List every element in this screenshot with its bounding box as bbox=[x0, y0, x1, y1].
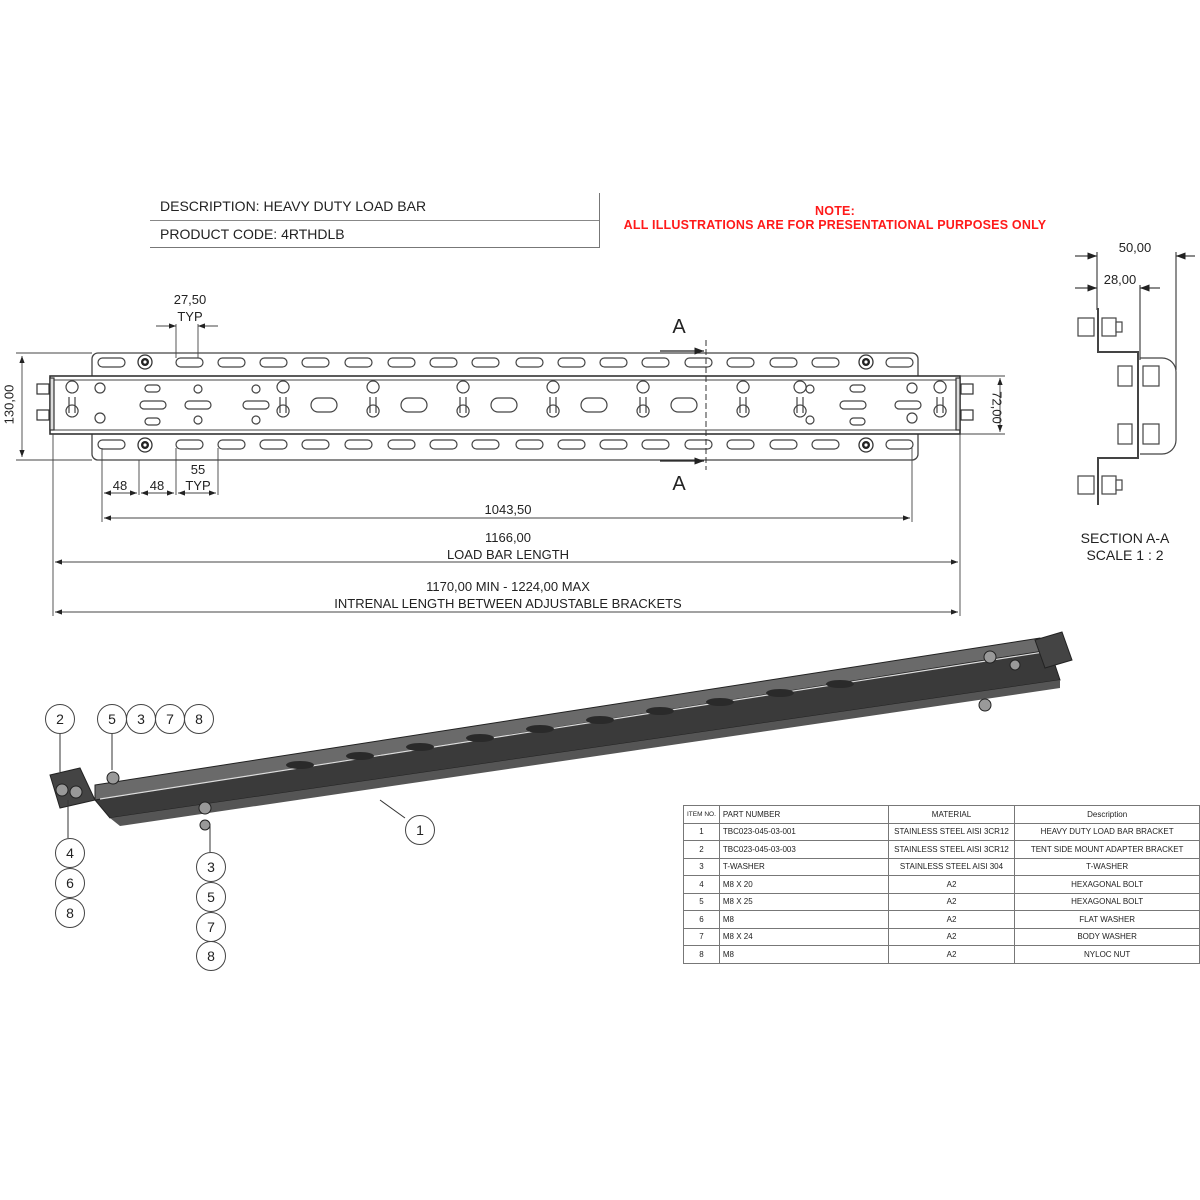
dim-internal-length-label: INTRENAL LENGTH BETWEEN ADJUSTABLE BRACKETS bbox=[334, 596, 682, 611]
bom-row bbox=[684, 893, 1200, 911]
dim-slot-pitch-note: TYP bbox=[185, 478, 211, 493]
dim-slot-pitch: 55 bbox=[190, 462, 206, 477]
balloon-item: 8 bbox=[55, 898, 85, 928]
bill-of-materials-table bbox=[683, 805, 1200, 964]
bom-description: HEAVY DUTY LOAD BAR BRACKET bbox=[1015, 823, 1200, 841]
balloon-item: 2 bbox=[45, 704, 75, 734]
bom-header-description: Description bbox=[1015, 806, 1200, 824]
bom-row bbox=[684, 823, 1200, 841]
bom-row bbox=[684, 858, 1200, 876]
section-a-a-view bbox=[1075, 252, 1195, 505]
bom-item-no: 5 bbox=[684, 893, 720, 911]
bom-description: TENT SIDE MOUNT ADAPTER BRACKET bbox=[1015, 841, 1200, 859]
balloon-item: 5 bbox=[196, 882, 226, 912]
bom-material: STAINLESS STEEL AISI 3CR12 bbox=[888, 841, 1015, 859]
balloon-item: 1 bbox=[405, 815, 435, 845]
bom-description: HEXAGONAL BOLT bbox=[1015, 876, 1200, 894]
section-label bbox=[1060, 530, 1190, 564]
note-text: ALL ILLUSTRATIONS ARE FOR PRESENTATIONAL PURPOSES ONLY bbox=[623, 218, 1047, 232]
bom-description: NYLOC NUT bbox=[1015, 946, 1200, 964]
dim-hole-span: 1043,50 bbox=[484, 502, 532, 517]
bom-row bbox=[684, 928, 1200, 946]
dim-bar-length: 1166,00 bbox=[484, 530, 532, 545]
bom-header-item: ITEM NO. bbox=[684, 806, 720, 824]
bom-material: A2 bbox=[888, 893, 1015, 911]
dim-bar-length-label: LOAD BAR LENGTH bbox=[446, 547, 570, 562]
dim-slot-length-note: TYP bbox=[177, 309, 203, 324]
bom-description: T-WASHER bbox=[1015, 858, 1200, 876]
bom-material: STAINLESS STEEL AISI 3CR12 bbox=[888, 823, 1015, 841]
section-marker-top: A bbox=[672, 316, 686, 338]
dim-overall-height: 130,00 bbox=[1, 384, 17, 425]
bom-material: A2 bbox=[888, 946, 1015, 964]
balloon-item: 5 bbox=[97, 704, 127, 734]
dim-inner-height: 72,00 bbox=[989, 391, 1005, 424]
load-bar-plan-view bbox=[37, 340, 973, 470]
bom-row bbox=[684, 841, 1200, 859]
bom-part-number: M8 X 20 bbox=[719, 876, 888, 894]
bom-part-number: M8 X 24 bbox=[719, 928, 888, 946]
bom-row bbox=[684, 876, 1200, 894]
bom-item-no: 6 bbox=[684, 911, 720, 929]
dim-spacing-b: 48 bbox=[149, 478, 165, 493]
bom-material: STAINLESS STEEL AISI 304 bbox=[888, 858, 1015, 876]
section-scale: SCALE 1 : 2 bbox=[1086, 547, 1164, 563]
balloon-item: 3 bbox=[196, 852, 226, 882]
bom-description: HEXAGONAL BOLT bbox=[1015, 893, 1200, 911]
bolt-icon bbox=[138, 355, 152, 369]
bom-part-number: M8 X 25 bbox=[719, 893, 888, 911]
balloon-item: 8 bbox=[196, 941, 226, 971]
bom-item-no: 8 bbox=[684, 946, 720, 964]
bom-header-material: MATERIAL bbox=[888, 806, 1015, 824]
bom-part-number: M8 bbox=[719, 946, 888, 964]
bom-row bbox=[684, 911, 1200, 929]
bom-material: A2 bbox=[888, 928, 1015, 946]
balloon-item: 8 bbox=[184, 704, 214, 734]
bom-item-no: 1 bbox=[684, 823, 720, 841]
product-code-field: PRODUCT CODE: 4RTHDLB bbox=[150, 220, 599, 248]
bom-row bbox=[684, 946, 1200, 964]
bom-material: A2 bbox=[888, 911, 1015, 929]
dim-slot-length: 27,50 bbox=[173, 292, 207, 307]
bom-part-number: T-WASHER bbox=[719, 858, 888, 876]
bom-description: BODY WASHER bbox=[1015, 928, 1200, 946]
bom-part-number: TBC023-045-03-003 bbox=[719, 841, 888, 859]
section-marker-bottom: A bbox=[672, 473, 686, 495]
dim-internal-length: 1170,00 MIN - 1224,00 MAX bbox=[426, 579, 590, 594]
bom-item-no: 2 bbox=[684, 841, 720, 859]
section-title: SECTION A-A bbox=[1080, 530, 1170, 546]
bom-description: FLAT WASHER bbox=[1015, 911, 1200, 929]
bom-part-number: M8 bbox=[719, 911, 888, 929]
description-field: DESCRIPTION: HEAVY DUTY LOAD BAR bbox=[160, 198, 427, 214]
bom-item-no: 7 bbox=[684, 928, 720, 946]
bom-item-no: 3 bbox=[684, 858, 720, 876]
balloon-item: 7 bbox=[196, 912, 226, 942]
bom-header-row bbox=[684, 806, 1200, 824]
dim-section-inner-width: 28,00 bbox=[1103, 272, 1137, 287]
balloon-item: 7 bbox=[155, 704, 185, 734]
dim-spacing-a: 48 bbox=[112, 478, 128, 493]
dim-section-outer-width: 50,00 bbox=[1118, 240, 1152, 255]
bom-part-number: TBC023-045-03-001 bbox=[719, 823, 888, 841]
note-heading: NOTE: bbox=[815, 204, 855, 218]
balloon-item: 6 bbox=[55, 868, 85, 898]
bom-material: A2 bbox=[888, 876, 1015, 894]
balloon-item: 3 bbox=[126, 704, 156, 734]
bom-header-part: PART NUMBER bbox=[719, 806, 888, 824]
bom-item-no: 4 bbox=[684, 876, 720, 894]
balloon-item: 4 bbox=[55, 838, 85, 868]
